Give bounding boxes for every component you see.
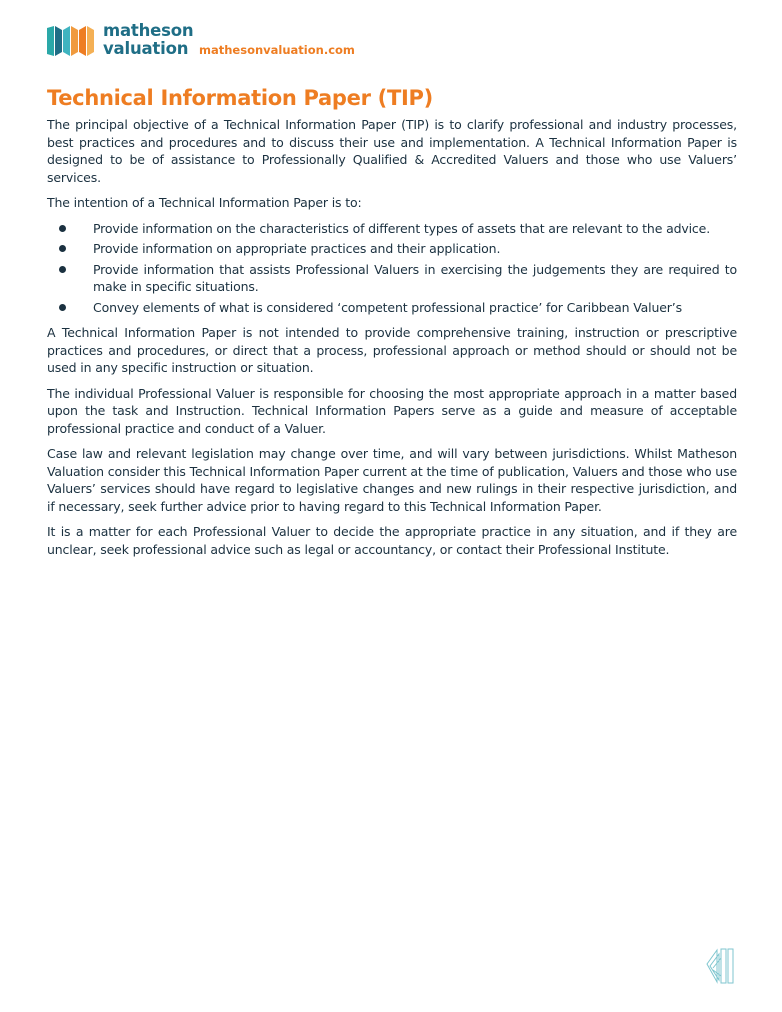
list-item-text: Convey elements of what is considered ‘competent professional practice’ for Caribbean Valuer’s	[93, 299, 682, 315]
paragraph-responsibility: The individual Professional Valuer is responsible for choosing the most appropriate approach in a matter based upon the task and Instruction. Technical Information Papers serve as a guide and measure of acceptable professional practice and conduct of a Valuer.	[47, 385, 737, 436]
list-item	[47, 261, 737, 296]
page-corner-mark-icon	[705, 946, 737, 986]
list-item-text: Provide information that assists Professional Valuers in exercising the judgements they are required to make in specific situations.	[93, 261, 737, 294]
bullet-icon	[59, 266, 66, 273]
list-item	[47, 240, 737, 258]
brand-line-2: valuation	[103, 39, 189, 58]
paragraph-objective: The principal objective of a Technical Information Paper (TIP) is to clarify professional and industry processes, best practices and procedures and to discuss their use and implementation. A Technical Information Paper is designed to be of assistance to Professionally Qualified & Accredited Valuers and those who use Valuers’ services.	[47, 117, 737, 185]
list-item-text: Provide information on appropriate practices and their application.	[93, 241, 501, 256]
list-item	[47, 299, 737, 317]
list-item-text: Provide information on the characteristics of different types of assets that are relevant to the advice.	[93, 220, 711, 236]
website-link[interactable]: mathesonvaluation.com	[199, 43, 355, 57]
bullet-icon	[59, 245, 66, 252]
document-body	[47, 86, 737, 566]
paragraph-not-intended: A Technical Information Paper is not intended to provide comprehensive training, instruction or prescriptive practices and procedures, or direct that a process, professional approach or method should or should not be used in any specific instruction or situation.	[47, 325, 737, 375]
paragraph-professional-advice: It is a matter for each Professional Valuer to decide the appropriate practice in any situation, and if they are unclear, seek professional advice such as legal or accountancy, or contact their Professional Institute.	[47, 524, 737, 557]
brand-name	[103, 22, 193, 58]
list-item	[47, 220, 737, 238]
header	[47, 20, 447, 62]
intention-list	[47, 220, 737, 317]
paragraph-case-law: Case law and relevant legislation may change over time, and will vary between jurisdictions. Whilst Matheson Valuation consider this Technical Information Paper current at the time of publication, Valuers and those who use Valuers’ services should have regard to legislative changes and new rulings in their respective jurisdiction, and if necessary, seek further advice prior to having regard to this Technical Information Paper.	[47, 446, 737, 514]
brand-line-1: matheson	[103, 21, 194, 40]
matheson-logo-mark-icon	[47, 24, 99, 58]
bullet-icon	[59, 304, 66, 311]
paragraph-intention: The intention of a Technical Information Paper is to:	[47, 195, 362, 210]
page-title: Technical Information Paper (TIP)	[47, 86, 433, 110]
bullet-icon	[59, 225, 66, 232]
